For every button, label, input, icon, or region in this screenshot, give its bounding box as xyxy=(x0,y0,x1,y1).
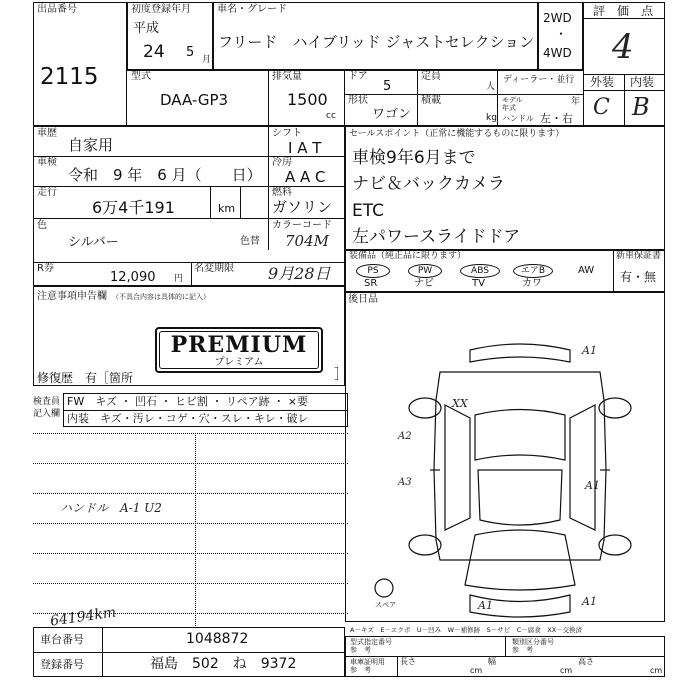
shift-label: シフト xyxy=(272,128,302,139)
equip-pw: PW xyxy=(408,264,442,278)
color-code: 704M xyxy=(285,232,329,250)
lot-number: 2115 xyxy=(40,64,99,90)
sales-point-2: ナビ＆バックカメラ xyxy=(352,174,505,194)
capacity-label: 定員 xyxy=(421,71,441,82)
mark-left-door: A3 xyxy=(398,477,412,488)
cm-1: cm xyxy=(470,666,483,675)
drive-2wd: 2WD xyxy=(543,11,572,25)
usage-label: 車歴 xyxy=(37,128,57,139)
load-label: 積載 xyxy=(421,95,441,106)
mark-rear-left: XX xyxy=(452,397,468,410)
eval-label: 評 価 点 xyxy=(593,4,654,18)
cm-2: cm xyxy=(560,666,573,675)
fw-row: FW キズ ・ 凹石 ・ ヒビ割 ・ リペア跡 ・ ×要 xyxy=(67,395,308,408)
equip-airbag: エアB xyxy=(513,264,553,278)
width-label: 幅 xyxy=(488,657,496,666)
mark-front-right: A1 xyxy=(582,595,597,608)
inspect-value: 令和 9 年 6 月（ 日） xyxy=(68,166,262,184)
repair-label: 修復歴 有［箇所 xyxy=(37,371,134,385)
ac: A A C xyxy=(285,168,326,186)
year-unit: 年 xyxy=(571,97,581,107)
hand-mileage: 64194km xyxy=(49,604,118,630)
int-row: 内装 キズ・汚レ・コゲ・穴・スレ・キレ・破レ xyxy=(67,412,309,425)
diagram-legend: A－キズ E－エクボ U－凹み W－補修跡 S－サビ C－腐食 XX－交換済 xyxy=(350,626,583,634)
era: 平成 xyxy=(133,21,160,36)
color-swap-label: 色替 xyxy=(240,236,260,247)
premium-title: PREMIUM xyxy=(170,332,308,358)
rear-frame xyxy=(345,292,665,622)
sales-label: セールスポイント（正常に機能するものに限ります） xyxy=(349,129,565,139)
yen-unit: 円 xyxy=(174,274,184,284)
repair-bracket: ］ xyxy=(334,367,348,383)
mark-front-bumper: A1 xyxy=(478,599,493,612)
shape: ワゴン xyxy=(372,107,412,122)
int-label: 内装 xyxy=(630,75,655,89)
sales-point-1: 車検9年6月まで xyxy=(352,148,476,168)
equip-sr: SR xyxy=(364,278,378,289)
drive-4wd: 4WD xyxy=(543,46,572,60)
fuel-label: 燃料 xyxy=(272,187,292,198)
equip-navi: ナビ xyxy=(414,278,434,289)
premium-stamp xyxy=(155,327,323,373)
model: DAA-GP3 xyxy=(160,91,229,109)
person-unit: 人 xyxy=(486,82,496,92)
caution-label: 注意事項申告欄 xyxy=(37,291,107,302)
chassis-label: 車台番号 xyxy=(40,633,84,646)
inspect-label: 車検 xyxy=(37,157,57,168)
equip-ps: PS xyxy=(356,264,390,278)
ac-label: 冷房 xyxy=(272,157,292,168)
ext-grade: C xyxy=(593,95,610,120)
spare-label: スペア xyxy=(375,601,396,609)
recycle-label: R券 xyxy=(37,263,54,274)
length-label: 長さ xyxy=(400,657,416,666)
equipment-label: 装備品（純正品に限ります） xyxy=(349,251,467,261)
dealer-label: ディーラー・並行 xyxy=(503,75,575,85)
mileage-label: 走行 xyxy=(37,187,57,198)
equip-abs: ABS xyxy=(460,264,500,278)
hand-note: ハンドル A-1 U2 xyxy=(60,501,162,515)
shape-label: 形状 xyxy=(348,95,368,106)
plate-number: 福島 502 ね 9372 xyxy=(150,656,297,672)
mark-right-door: A1 xyxy=(585,479,600,492)
handle-label: ハンドル xyxy=(502,114,534,123)
shift: I A T xyxy=(288,139,322,157)
kg-unit: kg xyxy=(486,113,497,123)
inspector-label: 検査員 記入欄 xyxy=(33,397,61,419)
lot-label: 出品番号 xyxy=(37,4,77,15)
drive-dot: ・ xyxy=(555,27,568,41)
type-designation-label: 型式指定番号 参 考 xyxy=(350,638,392,654)
chassis-number: 1048872 xyxy=(186,631,249,647)
color: シルバー xyxy=(68,235,119,250)
fuel: ガソリン xyxy=(272,198,333,216)
warranty-value: 有・無 xyxy=(620,270,657,284)
color-code-label: カラーコード xyxy=(272,220,332,231)
name-change-value: 9月28日 xyxy=(268,264,331,283)
name-change-label: 名変期限 xyxy=(194,263,234,274)
int-grade: B xyxy=(632,93,650,121)
displacement: 1500 xyxy=(287,90,328,109)
model-year-label: モデル 年式 xyxy=(502,96,523,112)
equip-tv: TV xyxy=(472,278,485,289)
reg-year: 24 xyxy=(143,42,165,62)
reg-label: 初度登録年月 xyxy=(131,4,191,15)
category-label: 類別区分番号 参 考 xyxy=(512,638,554,654)
rear-label: 後日品 xyxy=(348,294,378,305)
door-label: ドア xyxy=(348,71,368,82)
recycle-amount: 12,090 xyxy=(110,270,156,285)
mileage: 6万4千191 xyxy=(92,198,175,217)
premium-sub: プレミアム xyxy=(214,357,264,368)
ext-label: 外装 xyxy=(590,75,615,89)
cc-unit: cc xyxy=(326,111,336,121)
equip-leather: カワ xyxy=(522,278,542,289)
reg-month-unit: 月 xyxy=(202,55,212,65)
cm-3: cm xyxy=(650,666,663,675)
warranty-label: 新車保証書 xyxy=(616,251,662,261)
color-label: 色 xyxy=(37,220,47,231)
doors: 5 xyxy=(383,79,392,94)
car-name: フリード ハイブリッド ジャストセレクション xyxy=(218,33,535,51)
equip-aw: AW xyxy=(578,265,595,276)
sales-point-4: 左パワースライドドア xyxy=(352,227,521,247)
usage: 自家用 xyxy=(68,136,114,154)
km-unit: km xyxy=(218,202,236,215)
height-label: 高さ xyxy=(578,657,594,666)
cert-label: 車庫証明用 参 考 xyxy=(350,658,385,674)
handle-value: 左・右 xyxy=(540,112,573,125)
caution-sub: （不具合内容は具体的に記入） xyxy=(112,293,210,301)
mark-rear-bumper: A1 xyxy=(582,344,597,357)
plate-label: 登録番号 xyxy=(40,658,84,671)
reg-month: 5 xyxy=(186,45,195,60)
model-label: 型式 xyxy=(131,71,151,82)
disp-label: 排気量 xyxy=(272,71,302,82)
name-label: 車名・グレード xyxy=(217,4,287,15)
eval-score: 4 xyxy=(612,27,634,67)
mark-left-side: A2 xyxy=(398,431,412,442)
sales-point-3: ETC xyxy=(352,201,384,221)
